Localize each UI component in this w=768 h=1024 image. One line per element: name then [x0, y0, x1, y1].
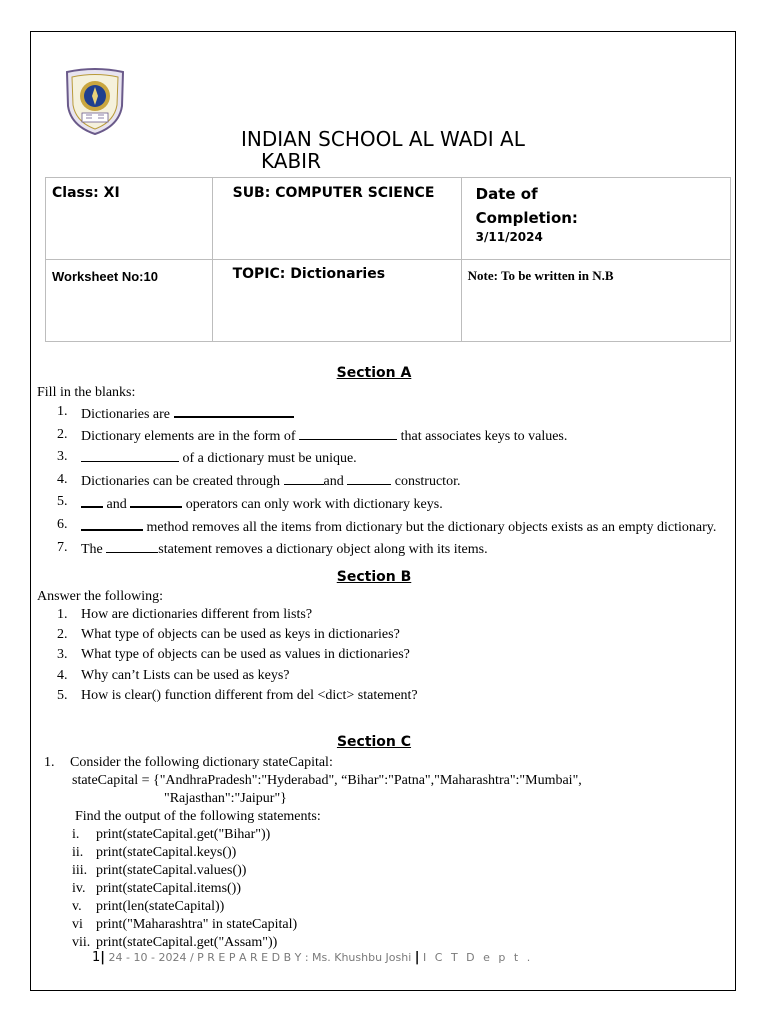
section-a-instructions: Fill in the blanks: — [37, 385, 136, 400]
department: I C T D e p t . — [423, 951, 533, 964]
list-item: 6. method removes all the items from dictionary but the dictionary objects exists as an empty dictionary. — [57, 517, 717, 536]
school-crest-logo — [64, 68, 126, 136]
instruction-text: Find the output of the following statements: — [75, 809, 321, 824]
answer-blank — [347, 470, 391, 485]
code-line: stateCapital = {"AndhraPradesh":"Hyderabad", “Bihar":"Patna","Maharashtra":"Mumbai", — [72, 773, 582, 788]
statement-item: ii. print(stateCapital.keys()) — [72, 845, 237, 860]
section-b-title: Section B — [336, 569, 412, 585]
section-c-title: Section C — [336, 734, 412, 750]
list-item: 3. of a dictionary must be unique. — [57, 449, 357, 467]
answer-blank — [174, 402, 294, 418]
note-cell: Note: To be written in N.B — [461, 260, 730, 342]
section-a-title: Section A — [336, 365, 412, 381]
date-value: 3/11/2024 — [475, 230, 543, 244]
author-name: Ms. Khushbu Joshi — [312, 951, 412, 964]
section-b-instructions: Answer the following: — [37, 589, 163, 604]
section-a-list — [37, 402, 717, 560]
subject-cell: SUB: COMPUTER SCIENCE — [212, 178, 461, 260]
answer-blank — [106, 538, 158, 553]
answer-blank — [81, 492, 103, 508]
statement-item: i. print(stateCapital.get("Bihar")) — [72, 827, 271, 842]
statement-item: vii. print(stateCapital.get("Assam")) — [72, 935, 278, 950]
list-item: 4. Dictionaries can be created through and constructor. — [57, 471, 461, 489]
worksheet-info-table — [45, 177, 731, 342]
question-text: Consider the following dictionary stateCapital: — [70, 755, 333, 770]
statement-item: vi print("Maharashtra" in stateCapital) — [72, 917, 298, 932]
list-item: 3. What type of objects can be used as values in dictionaries? — [57, 647, 410, 663]
list-item: 1. How are dictionaries different from lists? — [57, 607, 313, 622]
school-name — [241, 128, 561, 172]
school-name-line1: INDIAN SCHOOL AL WADI AL — [241, 127, 525, 151]
list-item: 1. Dictionaries are — [37, 402, 717, 425]
answer-blank — [81, 447, 179, 462]
date-cell — [461, 178, 730, 260]
statement-item: iv. print(stateCapital.items()) — [72, 881, 242, 896]
list-item: 5. How is clear() function different from del <dict> statement? — [57, 687, 418, 703]
topic-cell: TOPIC: Dictionaries — [212, 260, 461, 342]
section-b-list — [37, 605, 717, 706]
answer-blank — [81, 515, 143, 531]
date-label: Date of Completion: — [475, 185, 578, 227]
school-name-line2: KABIR — [261, 149, 321, 173]
class-cell: Class: XI — [46, 178, 213, 260]
list-item: 2. Dictionary elements are in the form of that associates keys to values. — [57, 427, 568, 445]
page-footer: 1| 24 - 10 - 2024 / P R E P A R E D B Y : Ms. Khushbu Joshi | I C T D e p t . — [92, 950, 533, 965]
worksheet-number-cell: Worksheet No:10 — [46, 260, 213, 342]
list-item: 2. What type of objects can be used as keys in dictionaries? — [57, 627, 400, 643]
statement-item: v. print(len(stateCapital)) — [72, 899, 225, 914]
statement-item: iii. print(stateCapital.values()) — [72, 863, 247, 878]
code-line: "Rajasthan":"Jaipur"} — [164, 791, 287, 806]
answer-blank — [284, 470, 324, 485]
prepared-date: 24 - 10 - 2024 / P R E P A R E D B Y : — [108, 951, 309, 964]
list-item: 4. Why can’t Lists can be used as keys? — [57, 667, 290, 683]
answer-blank — [299, 425, 397, 440]
page-number: 1 — [92, 950, 101, 965]
list-item: 5. and operators can only work with dictionary keys. — [57, 493, 443, 512]
list-item: 7. The statement removes a dictionary object along with its items. — [57, 540, 488, 558]
answer-blank — [130, 492, 182, 508]
